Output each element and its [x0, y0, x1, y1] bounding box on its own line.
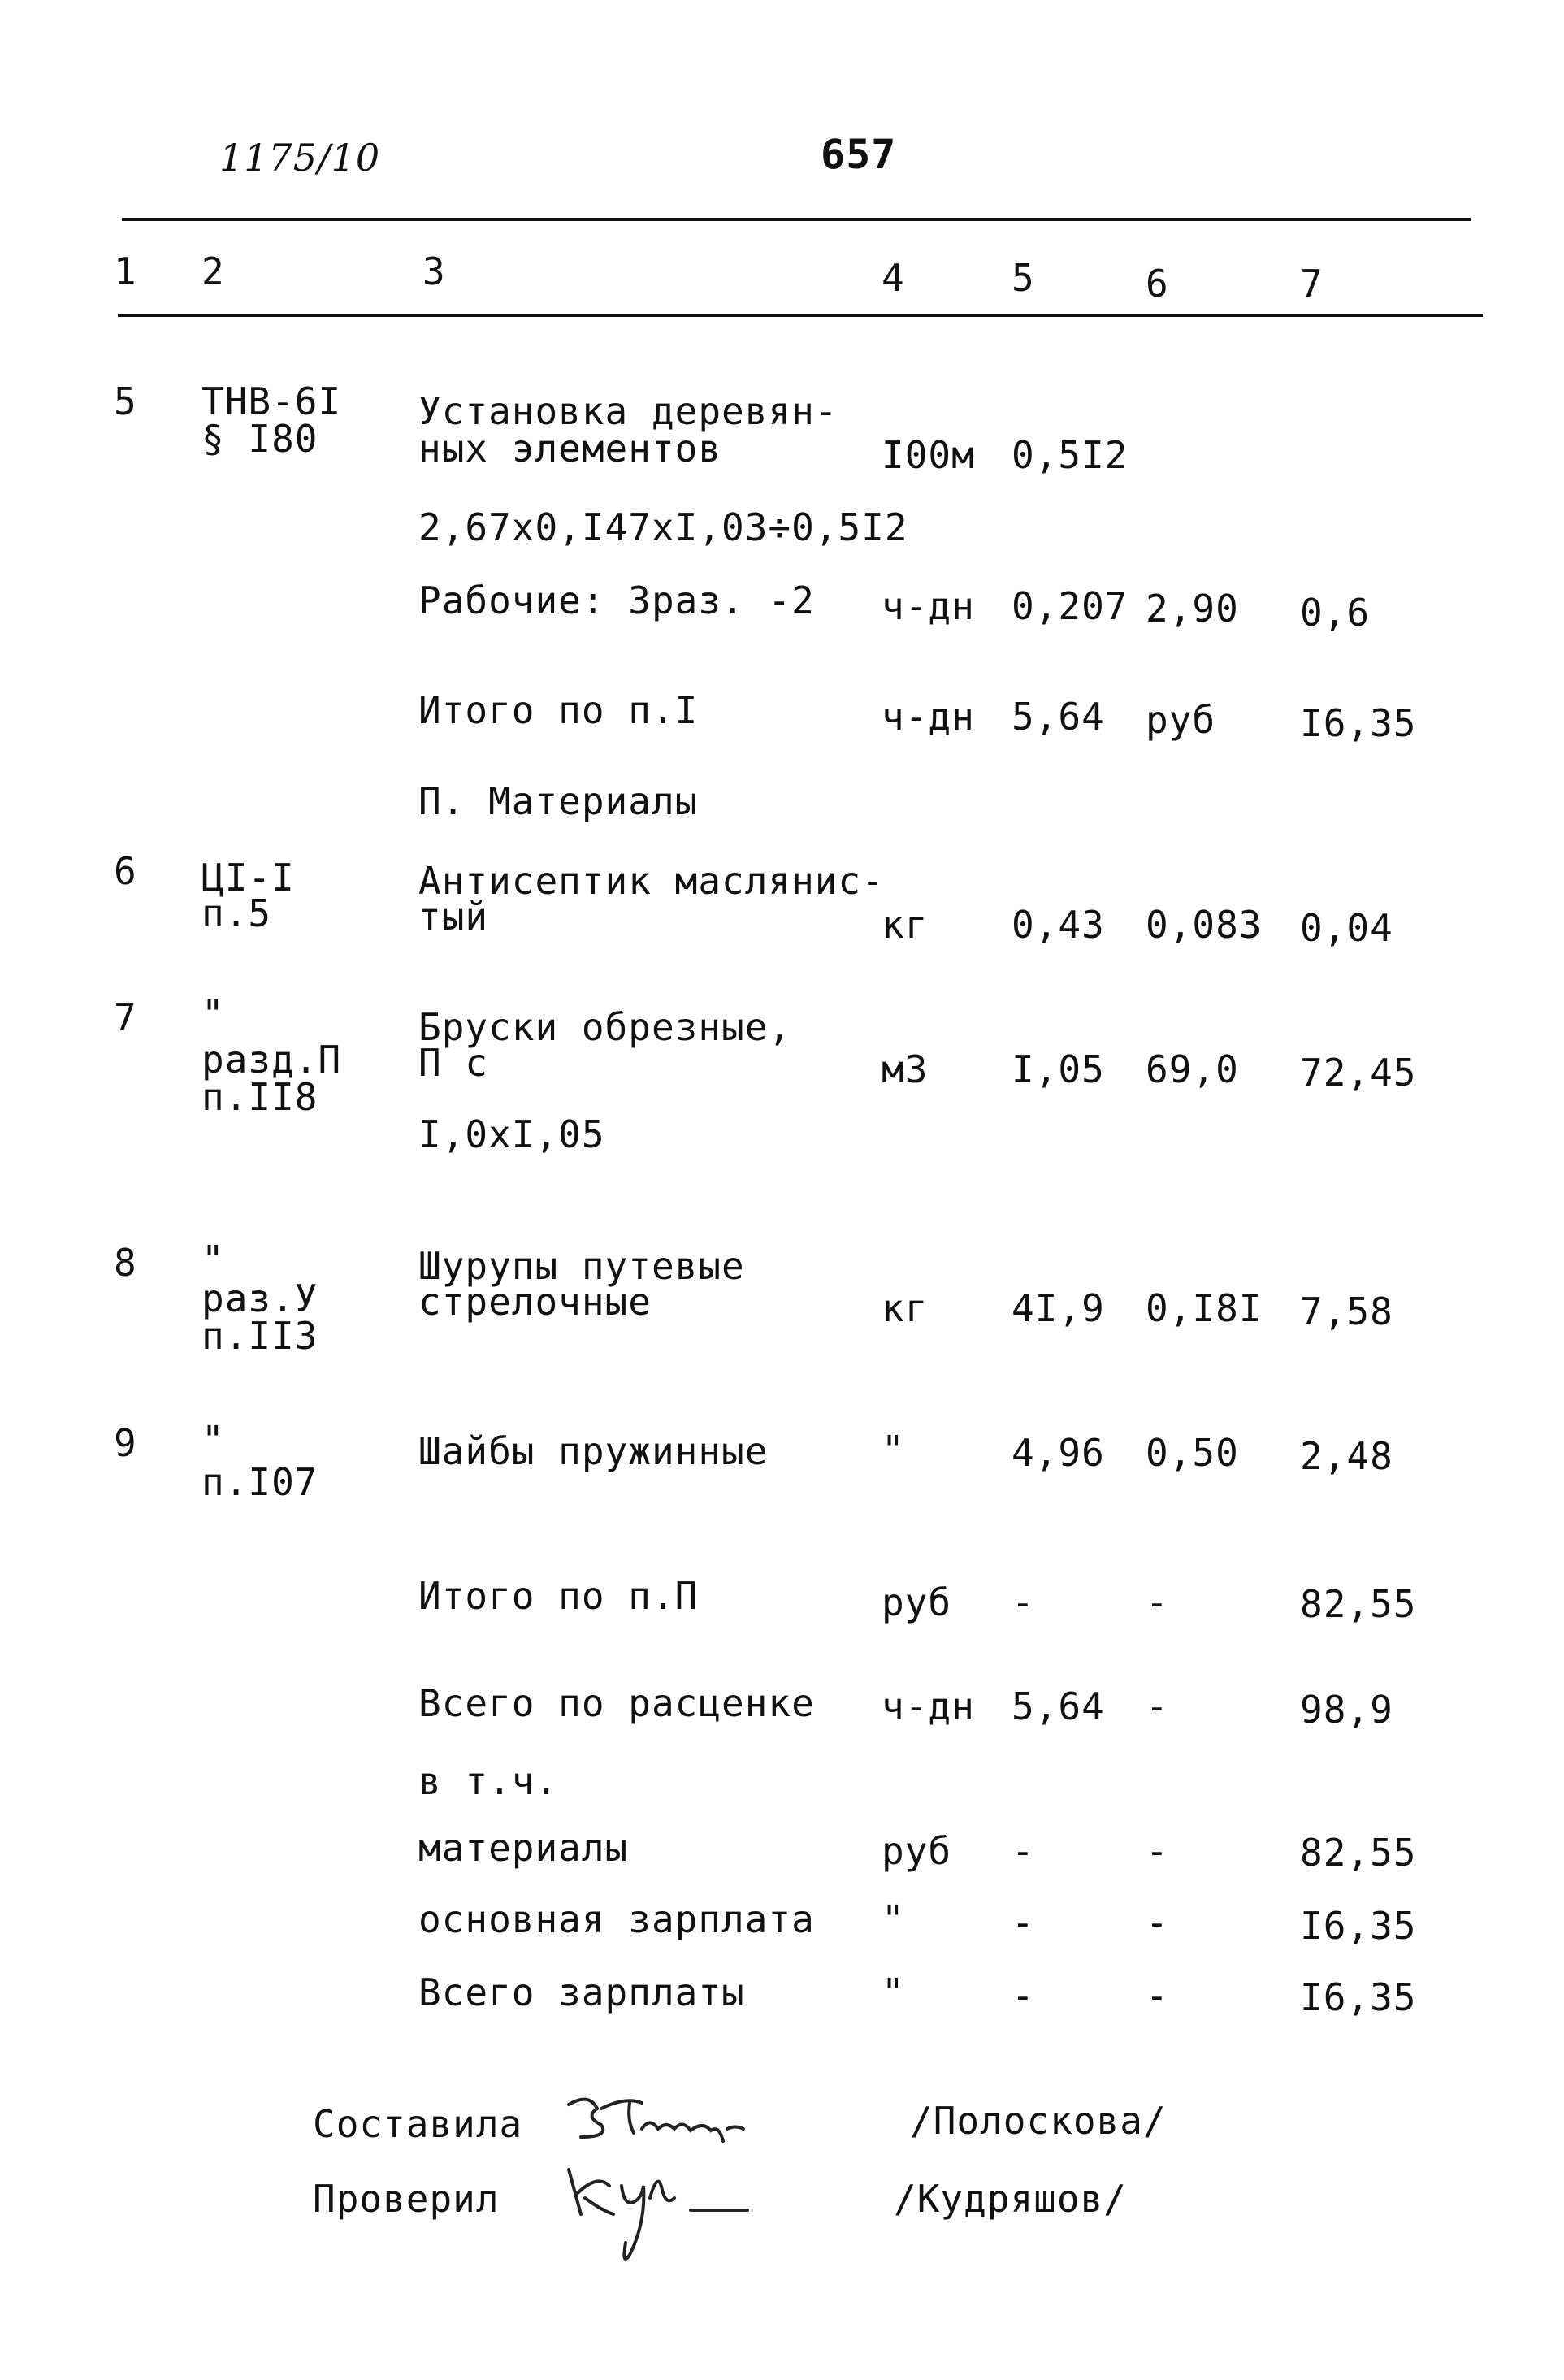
reference-line: п.II8 — [201, 1075, 318, 1119]
checker-name: /Кудряшов/ — [894, 2177, 1127, 2221]
unit-cell: кг — [882, 1286, 929, 1330]
total-cell: 7,58 — [1300, 1290, 1393, 1333]
quantity-cell: 0,207 — [1012, 584, 1129, 628]
totals-price: - — [1146, 1580, 1169, 1624]
quantity-cell: 4I,9 — [1012, 1286, 1105, 1330]
total-cell: 0,04 — [1300, 906, 1393, 950]
totals-qty: - — [1012, 1974, 1035, 2018]
quantity-cell: 4,96 — [1012, 1431, 1105, 1475]
quantity-cell: 0,43 — [1012, 903, 1105, 947]
totals-amount: I6,35 — [1300, 1904, 1417, 1948]
section-heading: П. Материалы — [418, 779, 699, 823]
totals-label: Всего по расценке — [418, 1681, 815, 1725]
header-bottom-rule — [118, 314, 1483, 317]
description-line: Установка деревян- — [418, 389, 838, 433]
total-cell: 0,6 — [1300, 591, 1371, 635]
price-cell: 0,50 — [1146, 1431, 1239, 1475]
row-number: 6 — [114, 849, 137, 893]
reference-line: раз.У — [201, 1277, 318, 1320]
reference-line: ЦI-I — [201, 856, 295, 900]
price-cell: 69,0 — [1146, 1047, 1239, 1091]
totals-amount: 82,55 — [1300, 1831, 1417, 1875]
unit-cell: ч-дн — [882, 584, 975, 628]
totals-qty: - — [1012, 1829, 1035, 1873]
checker-signature — [552, 2153, 796, 2275]
totals-label: материалы — [418, 1826, 629, 1870]
unit-cell: ч-дн — [882, 695, 975, 739]
totals-unit: ч-дн — [882, 1684, 975, 1728]
description-line: стрелочные — [418, 1280, 652, 1324]
totals-price: - — [1146, 1829, 1169, 1873]
reference-line: " — [201, 1418, 225, 1462]
reference-line: п.I07 — [201, 1460, 318, 1504]
price-cell: 0,083 — [1146, 903, 1263, 947]
totals-label: Итого по п.П — [418, 1574, 699, 1618]
description-line: Бруски обрезные, — [418, 1005, 792, 1049]
compiler-name: /Полоскова/ — [910, 2099, 1167, 2143]
totals-price: - — [1146, 1974, 1169, 2018]
row-number: 5 — [114, 379, 137, 423]
totals-price: - — [1146, 1684, 1169, 1728]
document-code: 1175/10 — [219, 136, 381, 180]
compiler-signature — [552, 2080, 812, 2161]
column-header-3: 3 — [422, 249, 446, 293]
description-line: Шайбы пружинные — [418, 1429, 769, 1473]
column-header-7: 7 — [1300, 262, 1324, 306]
reference-line: разд.П — [201, 1038, 342, 1082]
compiled-by-label: Составила — [313, 2102, 523, 2146]
description-line: Шурупы путевые — [418, 1244, 745, 1288]
totals-unit: " — [882, 1897, 905, 1941]
description-line: тый — [418, 895, 489, 939]
totals-amount: 98,9 — [1300, 1688, 1393, 1732]
totals-label: основная зарплата — [418, 1897, 815, 1941]
price-cell: 0,I8I — [1146, 1286, 1263, 1330]
reference-line: п.5 — [201, 891, 272, 935]
column-header-4: 4 — [882, 256, 905, 300]
totals-unit: " — [882, 1970, 905, 2014]
quantity-cell: I,05 — [1012, 1047, 1105, 1091]
quantity-cell: 5,64 — [1012, 695, 1105, 739]
description-line: П с — [418, 1041, 489, 1085]
totals-qty: - — [1012, 1580, 1035, 1624]
totals-unit: руб — [882, 1829, 952, 1873]
column-header-5: 5 — [1012, 256, 1035, 300]
checked-by-label: Проверил — [313, 2177, 500, 2221]
formula-line: 2,67x0,I47xI,03÷0,5I2 — [418, 505, 908, 549]
quantity-cell: 0,5I2 — [1012, 433, 1129, 477]
total-cell: I6,35 — [1300, 701, 1417, 745]
row-number: 7 — [114, 995, 137, 1039]
column-header-6: 6 — [1146, 262, 1169, 306]
formula-line: I,0xI,05 — [418, 1112, 605, 1156]
totals-qty: 5,64 — [1012, 1684, 1105, 1728]
description-line: Рабочие: 3раз. -2 — [418, 579, 815, 622]
description-line: Итого по п.I — [418, 688, 699, 732]
reference-line: " — [201, 992, 225, 1036]
unit-cell: кг — [882, 903, 929, 947]
totals-price: - — [1146, 1901, 1169, 1944]
totals-label: в т.ч. — [418, 1759, 559, 1803]
unit-cell: I00м — [882, 433, 975, 477]
description-line: Антисептик маслянис- — [418, 859, 885, 903]
total-cell: 2,48 — [1300, 1434, 1393, 1478]
price-cell: руб — [1146, 698, 1216, 742]
page-number: 657 — [821, 131, 897, 178]
reference-line: § I80 — [201, 417, 318, 461]
totals-amount: 82,55 — [1300, 1582, 1417, 1626]
description-line: ных элементов — [418, 427, 722, 470]
unit-cell: " — [882, 1428, 905, 1472]
totals-label: Всего зарплаты — [418, 1970, 745, 2014]
unit-cell: м3 — [882, 1047, 929, 1091]
column-header-2: 2 — [201, 249, 225, 293]
price-cell: 2,90 — [1146, 587, 1239, 631]
reference-line: ТНВ-6I — [201, 379, 342, 423]
header-top-rule — [122, 218, 1471, 221]
reference-line: п.II3 — [201, 1314, 318, 1358]
row-number: 9 — [114, 1421, 137, 1465]
total-cell: 72,45 — [1300, 1051, 1417, 1095]
reference-line: " — [201, 1238, 225, 1281]
row-number: 8 — [114, 1241, 137, 1285]
column-header-1: 1 — [114, 249, 137, 293]
totals-amount: I6,35 — [1300, 1975, 1417, 2019]
totals-unit: руб — [882, 1580, 952, 1624]
totals-qty: - — [1012, 1901, 1035, 1944]
